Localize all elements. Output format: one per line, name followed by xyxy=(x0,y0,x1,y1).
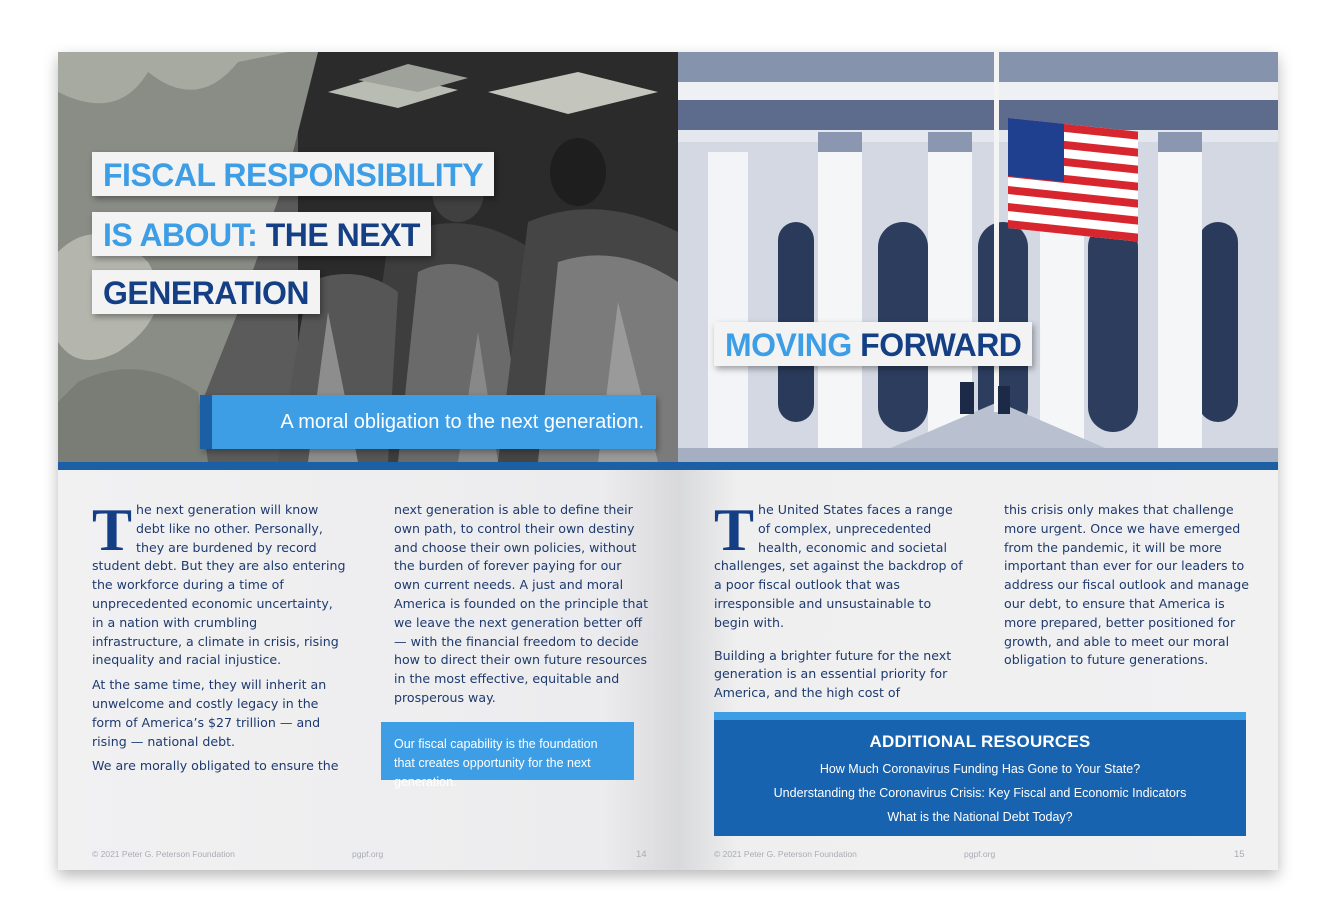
headline xyxy=(714,322,1032,366)
footer-copyright: © 2021 Peter G. Peterson Foundation xyxy=(714,849,857,859)
left-column-1 xyxy=(92,497,346,782)
subheadline-bar xyxy=(200,395,656,449)
headline-line-1: FISCAL RESPONSIBILITY xyxy=(92,152,494,196)
resources-title: ADDITIONAL RESOURCES xyxy=(869,732,1091,751)
headline-line-2 xyxy=(92,212,431,256)
paragraph: We are morally obligated to ensure the xyxy=(92,758,339,774)
paragraph xyxy=(714,497,964,633)
headline-line-2-light: IS ABOUT: xyxy=(103,217,258,253)
page-number: 15 xyxy=(1234,849,1245,860)
page-number: 14 xyxy=(636,849,647,860)
right-column-2 xyxy=(1004,501,1260,676)
footer-copyright: © 2021 Peter G. Peterson Foundation xyxy=(92,849,235,859)
right-page xyxy=(678,52,1278,870)
paragraph: Building a brighter future for the next generation is an essential priority for America, and the high cost of xyxy=(714,647,952,701)
paragraph: At the same time, they will inherit an unwelcome and costly legacy in the form of America’s $27 trillion — and rising — national debt. xyxy=(92,677,327,749)
headline-line-2-dark: THE NEXT xyxy=(265,217,420,253)
paragraph: this crisis only makes that challenge more urgent. Once we have emerged from the pandemic, it will be more important than ever for our leaders to address our fiscal outlook and manage our debt, to ensure that America is more prepared, better positioned for growth, and able to meet our moral obligation to future generations. xyxy=(1004,502,1249,668)
left-page xyxy=(58,52,678,870)
pull-quote: Our fiscal capability is the foundation that creates opportunity for the next generation. xyxy=(381,722,634,780)
left-column-2 xyxy=(394,501,650,714)
footer-site: pgpf.org xyxy=(964,849,996,859)
footer-site: pgpf.org xyxy=(352,849,384,859)
headline-dark: FORWARD xyxy=(860,327,1022,363)
subheadline: A moral obligation to the next generation. xyxy=(280,411,644,433)
capitol-photo xyxy=(678,52,1278,462)
paragraph xyxy=(92,497,346,670)
headline-line-3: GENERATION xyxy=(92,270,320,314)
headline-light: MOVING xyxy=(725,327,852,363)
additional-resources-box xyxy=(714,712,1246,836)
photo-rule xyxy=(678,462,1278,470)
resource-link[interactable]: Understanding the Coronavirus Crisis: Key Fiscal and Economic Indicators xyxy=(773,786,1187,800)
drop-cap: T xyxy=(92,497,133,563)
drop-cap: T xyxy=(714,497,755,563)
magazine-spread xyxy=(58,52,1278,870)
resource-link[interactable]: What is the National Debt Today? xyxy=(887,810,1073,824)
photo-rule xyxy=(58,462,678,470)
paragraph-text: he next generation will know debt like no other. Personally, they are burdened by record student debt. But they are also entering the workforce during a time of unprecedented economic uncertainty, in a nation with crumbling infrastructure, a climate in crisis, rising inequality and racial injustice. xyxy=(92,502,346,668)
paragraph: next generation is able to define their own path, to control their own destiny and choose their own policies, without the burden of forever paying for our own current needs. A just and moral America is founded on the principle that we leave the next generation better off — with the financial freedom to decide how to direct their own future resources in the most effective, equitable and prosperous way. xyxy=(394,502,649,705)
right-column-1 xyxy=(714,497,964,709)
resource-link[interactable]: How Much Coronavirus Funding Has Gone to Your State? xyxy=(819,762,1141,776)
paragraph-text: he United States faces a range of complex, unprecedented health, economic and societal challenges, set against the backdrop of a poor fiscal outlook that was irresponsible and unsustainable to begin with. xyxy=(714,502,963,630)
